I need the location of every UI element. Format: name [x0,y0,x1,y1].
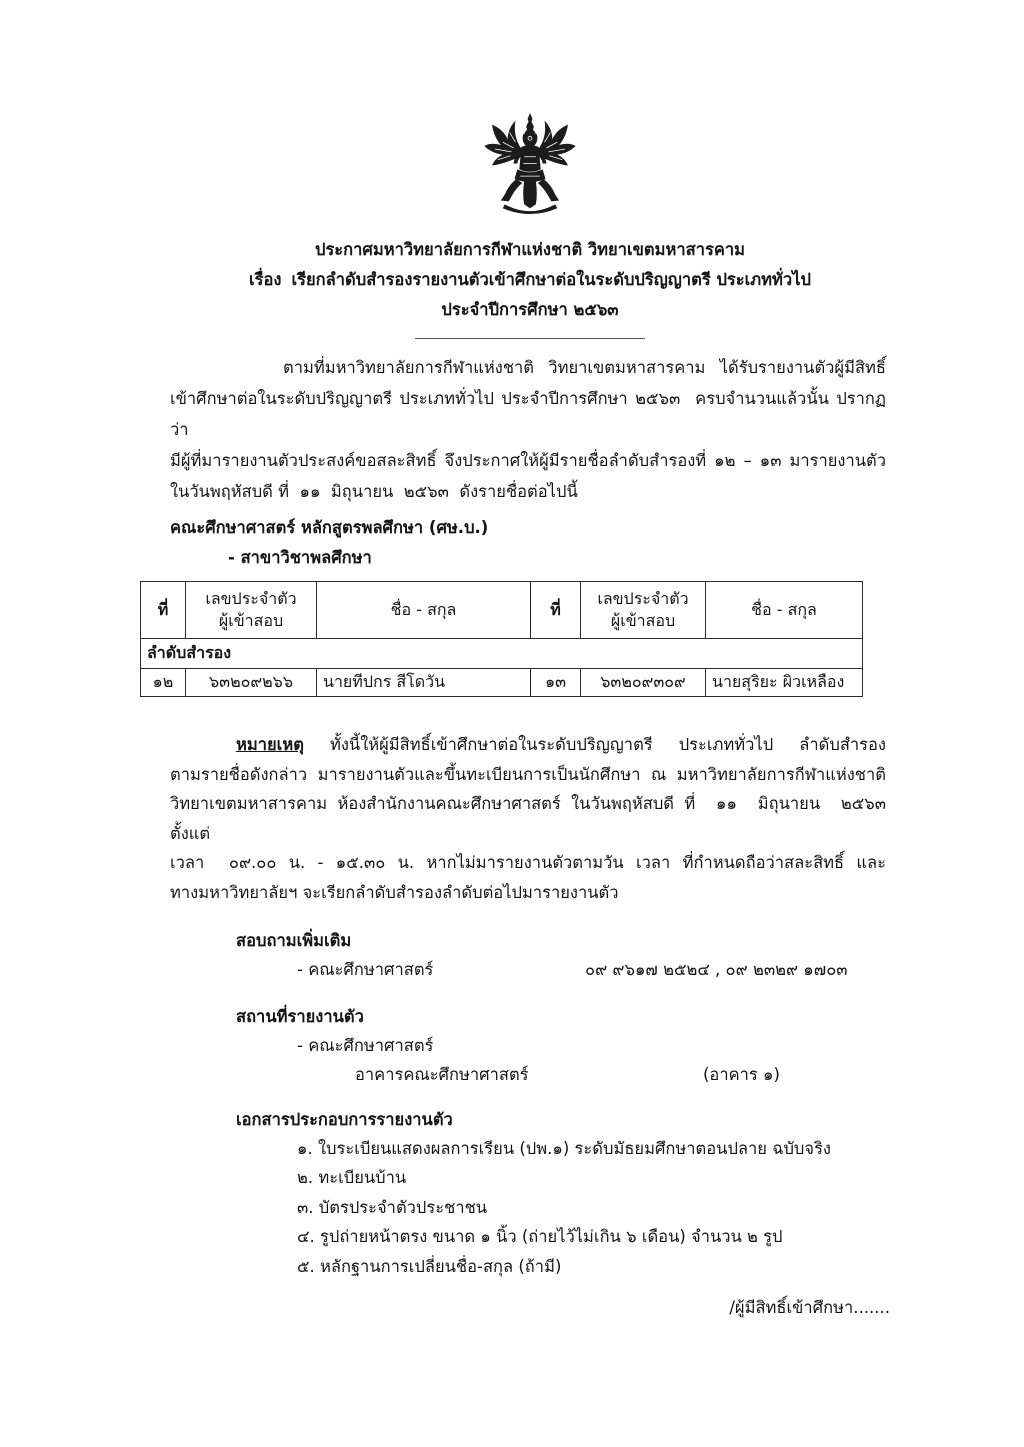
intro-line: เข้าศึกษาต่อในระดับปริญญาตรี ประเภททั่วไป ประจำปีการศึกษา ๒๕๖๓ ครบจำนวนแล้วนั้น ปรากฏว่า [170,389,886,439]
note-line [170,730,886,760]
header-no: ที่ [531,582,581,639]
intro-line: ตามที่มหาวิทยาลัยการกีฬาแห่งชาติ วิทยาเขตมหาสารคาม ได้รับรายงานตัวผู้มีสิทธิ์ [283,358,886,377]
continued-on-next-page: /ผู้มีสิทธิ์เข้าศึกษา....... [729,1297,890,1317]
document-body [147,0,897,1323]
document-item: ๕. หลักฐานการเปลี่ยนชื่อ-สกุล (ถ้ามี) [297,1256,562,1276]
reserve-list-table [140,581,863,697]
cell-exam-id: ๖๓๒๐๙๒๖๖ [186,669,317,697]
location-building-number: (อาคาร ๑) [703,1064,780,1084]
header-name: ชื่อ - สกุล [317,582,531,639]
document-item: ๓. บัตรประจำตัวประชาชน [297,1197,488,1217]
contact-heading: สอบถามเพิ่มเติม [236,930,352,950]
group-label: ลำดับสำรอง [141,639,863,669]
document-item: ๑. ใบระเบียนแสดงผลการเรียน (ปพ.๑) ระดับมัธยมศึกษาตอนปลาย ฉบับจริง [297,1138,831,1158]
header-exam-id-line1: เลขประจำตัว [597,589,689,608]
announcement-subject-line [170,265,890,295]
subject-label: เรื่อง [249,270,282,289]
title-divider [415,338,645,339]
academic-year: ประจำปีการศึกษา ๒๕๖๓ [441,300,619,319]
contact-unit: - คณะศึกษาศาสตร์ [297,959,434,979]
table-row [141,669,863,697]
contact-section [170,926,890,984]
location-building: อาคารคณะศึกษาศาสตร์ [355,1064,529,1084]
cell-exam-id: ๖๓๒๐๙๓๐๙ [581,669,706,697]
cell-name: นายสุริยะ ผิวเหลือง [706,669,863,697]
table-header-row [141,582,863,639]
header-exam-id-line1: เลขประจำตัว [205,589,297,608]
program-heading [170,513,890,573]
subject-text: เรียกลำดับสำรองรายงานตัวเข้าศึกษาต่อในระดับปริญญาตรี ประเภททั่วไป [291,270,811,289]
documents-section [170,1105,890,1282]
note-line: ทางมหาวิทยาลัยฯ จะเรียกลำดับสำรองลำดับต่อไปมารายงานตัว [170,882,619,902]
contact-phone: ๐๙ ๙๖๑๗ ๒๕๒๔ , ๐๙ ๒๓๒๙ ๑๗๐๓ [585,959,848,979]
location-building-row [170,1060,890,1089]
intro-line: มีผู้ที่มารายงานตัวประสงค์ขอสละสิทธิ์ จึงประกาศให้ผู้มีรายชื่อลำดับสำรองที่ ๑๒ – ๑๓ มารายงานตัว [170,451,886,470]
intro-paragraph [170,352,886,507]
header-exam-id [581,582,706,639]
header-no: ที่ [141,582,186,639]
announcement-title: ประกาศมหาวิทยาลัยการกีฬาแห่งชาติ วิทยาเขตมหาสารคาม [314,240,746,259]
header-exam-id-line2: ผู้เข้าสอบ [218,611,284,630]
note-line: ตามรายชื่อดังกล่าว มารายงานตัวและขึ้นทะเบียนการเป็นนักศึกษา ณ มหาวิทยาลัยการกีฬาแห่งชาติ [170,764,886,784]
major-title: - สาขาวิชาพลศึกษา [228,548,372,567]
garuda-emblem [480,113,580,216]
header-name: ชื่อ - สกุล [706,582,863,639]
cell-no: ๑๒ [141,669,186,697]
note-label: หมายเหตุ [236,735,304,754]
announcement-title-block [170,235,890,325]
documents-heading: เอกสารประกอบการรายงานตัว [236,1109,453,1129]
emblem [480,113,580,216]
contact-row [170,955,890,984]
note-line: เวลา ๐๙.๐๐ น. - ๑๕.๓๐ น. หากไม่มารายงานตัวตามวัน เวลา ที่กำหนดถือว่าสละสิทธิ์ และ [170,853,886,873]
document-item: ๒. ทะเบียนบ้าน [297,1168,407,1188]
table-group-row [141,639,863,669]
cell-name: นายทีปกร สีโดวัน [317,669,531,697]
intro-line: ในวันพฤหัสบดี ที่ ๑๑ มิถุนายน ๒๕๖๓ ดังรายชื่อต่อไปนี้ [170,482,578,501]
location-heading: สถานที่รายงานตัว [236,1006,364,1026]
note-paragraph [170,730,897,908]
cell-no: ๑๓ [531,669,581,697]
note-line: วิทยาเขตมหาสารคาม ห้องสำนักงานคณะศึกษาศาสตร์ ในวันพฤหัสบดี ที่ ๑๑ มิถุนายน ๒๕๖๓ ตั้งแต่ [170,794,897,843]
header-exam-id-line2: ผู้เข้าสอบ [610,611,676,630]
note-text: ทั้งนี้ให้ผู้มีสิทธิ์เข้าศึกษาต่อในระดับปริญญาตรี ประเภททั่วไป ลำดับสำรอง [329,735,886,754]
faculty-program-title: คณะศึกษาศาสตร์ หลักสูตรพลศึกษา (ศษ.บ.) [170,518,489,537]
header-exam-id [186,582,317,639]
document-item: ๔. รูปถ่ายหน้าตรง ขนาด ๑ นิ้ว (ถ่ายไว้ไม่เกิน ๖ เดือน) จำนวน ๒ รูป [297,1227,783,1247]
location-unit: - คณะศึกษาศาสตร์ [297,1035,434,1055]
location-section [170,1002,890,1089]
